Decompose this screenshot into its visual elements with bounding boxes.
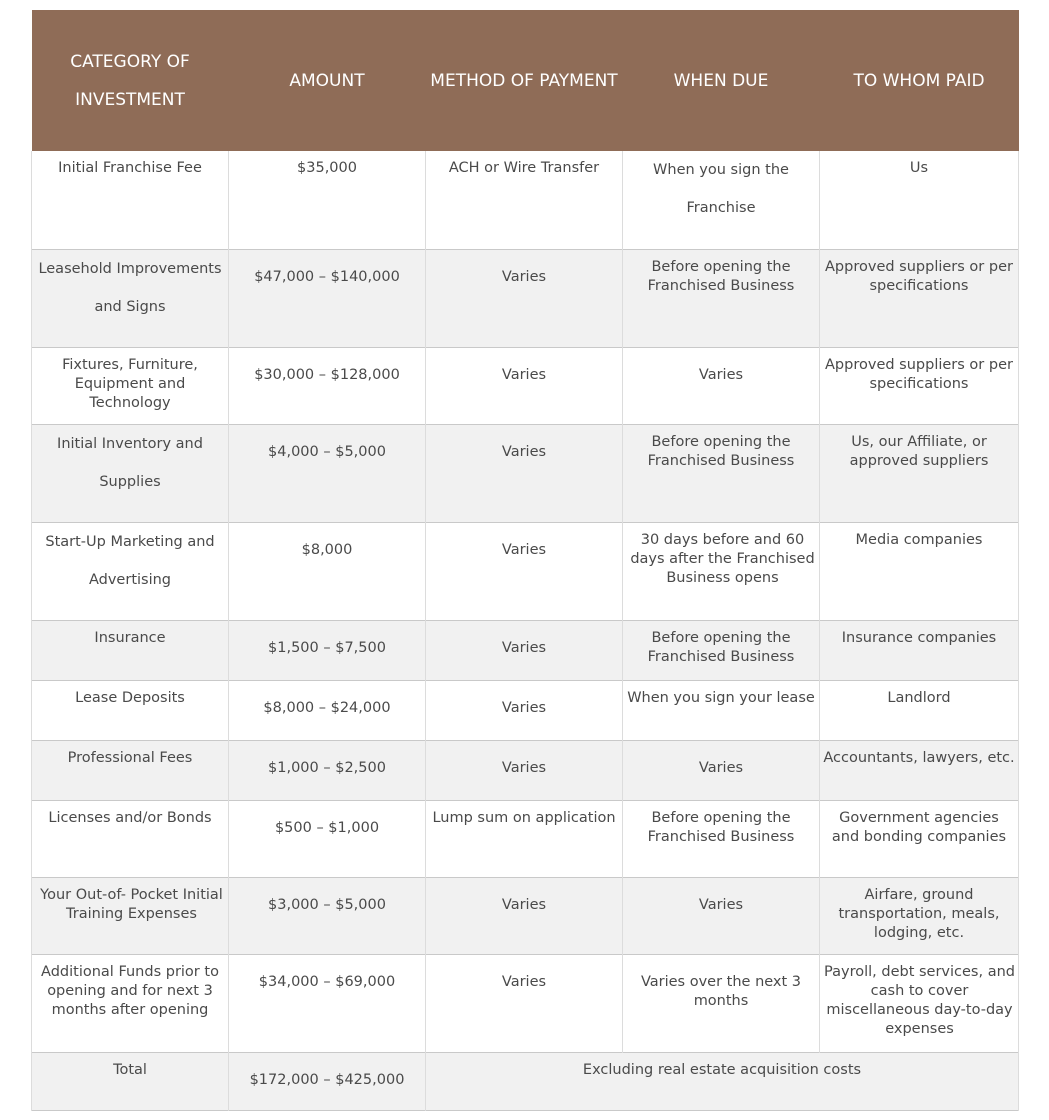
cell-method: Varies <box>426 424 623 522</box>
header-category: CATEGORY OF INVESTMENT <box>32 10 229 151</box>
cell-when-due: Varies <box>623 877 820 954</box>
header-when-due: WHEN DUE <box>623 10 820 151</box>
table-row <box>32 424 1019 522</box>
total-label: Total <box>32 1052 229 1110</box>
header-row <box>32 10 1019 151</box>
cell-method: Varies <box>426 620 623 680</box>
cell-category: Insurance <box>32 620 229 680</box>
cell-method: ACH or Wire Transfer <box>426 151 623 249</box>
cell-category: Additional Funds prior to opening and for next 3 months after opening <box>32 954 229 1052</box>
cell-to-whom-paid: Media companies <box>820 522 1019 620</box>
table-row <box>32 347 1019 424</box>
cell-when-due: Varies <box>623 740 820 800</box>
cell-amount: $34,000 – $69,000 <box>229 954 426 1052</box>
cell-amount: $500 – $1,000 <box>229 800 426 877</box>
cell-when-due: Before opening the Franchised Business <box>623 620 820 680</box>
cell-category: Your Out-of- Pocket Initial Training Expenses <box>32 877 229 954</box>
cell-when-due: Varies <box>623 347 820 424</box>
cell-category: Initial Inventory and Supplies <box>32 424 229 522</box>
table-header <box>32 10 1019 151</box>
cell-category: Start-Up Marketing and Advertising <box>32 522 229 620</box>
investment-table-container <box>31 10 1018 1111</box>
cell-method: Varies <box>426 877 623 954</box>
table-row <box>32 522 1019 620</box>
cell-when-due: Before opening the Franchised Business <box>623 424 820 522</box>
cell-to-whom-paid: Accountants, lawyers, etc. <box>820 740 1019 800</box>
header-to-whom-paid: TO WHOM PAID <box>820 10 1019 151</box>
cell-method: Varies <box>426 522 623 620</box>
table-row <box>32 151 1019 249</box>
cell-category: Fixtures, Furniture, Equipment and Technology <box>32 347 229 424</box>
cell-amount: $35,000 <box>229 151 426 249</box>
cell-to-whom-paid: Government agencies and bonding companies <box>820 800 1019 877</box>
cell-when-due: Before opening the Franchised Business <box>623 249 820 347</box>
cell-method: Lump sum on application <box>426 800 623 877</box>
table-row <box>32 620 1019 680</box>
cell-when-due: Before opening the Franchised Business <box>623 800 820 877</box>
cell-amount: $47,000 – $140,000 <box>229 249 426 347</box>
cell-to-whom-paid: Landlord <box>820 680 1019 740</box>
cell-amount: $3,000 – $5,000 <box>229 877 426 954</box>
cell-when-due: Varies over the next 3 months <box>623 954 820 1052</box>
cell-amount: $8,000 <box>229 522 426 620</box>
initial-investment-table <box>31 10 1019 1111</box>
cell-amount: $4,000 – $5,000 <box>229 424 426 522</box>
table-row <box>32 680 1019 740</box>
cell-to-whom-paid: Us, our Affiliate, or approved suppliers <box>820 424 1019 522</box>
cell-to-whom-paid: Approved suppliers or per specifications <box>820 249 1019 347</box>
cell-method: Varies <box>426 740 623 800</box>
cell-to-whom-paid: Payroll, debt services, and cash to cover miscellaneous day-to-day expenses <box>820 954 1019 1052</box>
cell-method: Varies <box>426 347 623 424</box>
table-row <box>32 954 1019 1052</box>
cell-category: Professional Fees <box>32 740 229 800</box>
cell-amount: $30,000 – $128,000 <box>229 347 426 424</box>
header-method: METHOD OF PAYMENT <box>426 10 623 151</box>
cell-when-due: When you sign your lease <box>623 680 820 740</box>
cell-when-due: When you sign the Franchise <box>623 151 820 249</box>
cell-amount: $1,000 – $2,500 <box>229 740 426 800</box>
table-row <box>32 800 1019 877</box>
total-amount: $172,000 – $425,000 <box>229 1052 426 1110</box>
table-row <box>32 249 1019 347</box>
cell-to-whom-paid: Airfare, ground transportation, meals, lodging, etc. <box>820 877 1019 954</box>
cell-when-due: 30 days before and 60 days after the Franchised Business opens <box>623 522 820 620</box>
header-amount: AMOUNT <box>229 10 426 151</box>
cell-category: Leasehold Improvements and Signs <box>32 249 229 347</box>
cell-amount: $1,500 – $7,500 <box>229 620 426 680</box>
cell-to-whom-paid: Us <box>820 151 1019 249</box>
total-row <box>32 1052 1019 1110</box>
cell-to-whom-paid: Approved suppliers or per specifications <box>820 347 1019 424</box>
cell-category: Lease Deposits <box>32 680 229 740</box>
table-row <box>32 877 1019 954</box>
cell-method: Varies <box>426 249 623 347</box>
cell-amount: $8,000 – $24,000 <box>229 680 426 740</box>
cell-method: Varies <box>426 680 623 740</box>
table-row <box>32 740 1019 800</box>
cell-to-whom-paid: Insurance companies <box>820 620 1019 680</box>
total-note: Excluding real estate acquisition costs <box>426 1052 1019 1110</box>
cell-category: Licenses and/or Bonds <box>32 800 229 877</box>
cell-method: Varies <box>426 954 623 1052</box>
cell-category: Initial Franchise Fee <box>32 151 229 249</box>
